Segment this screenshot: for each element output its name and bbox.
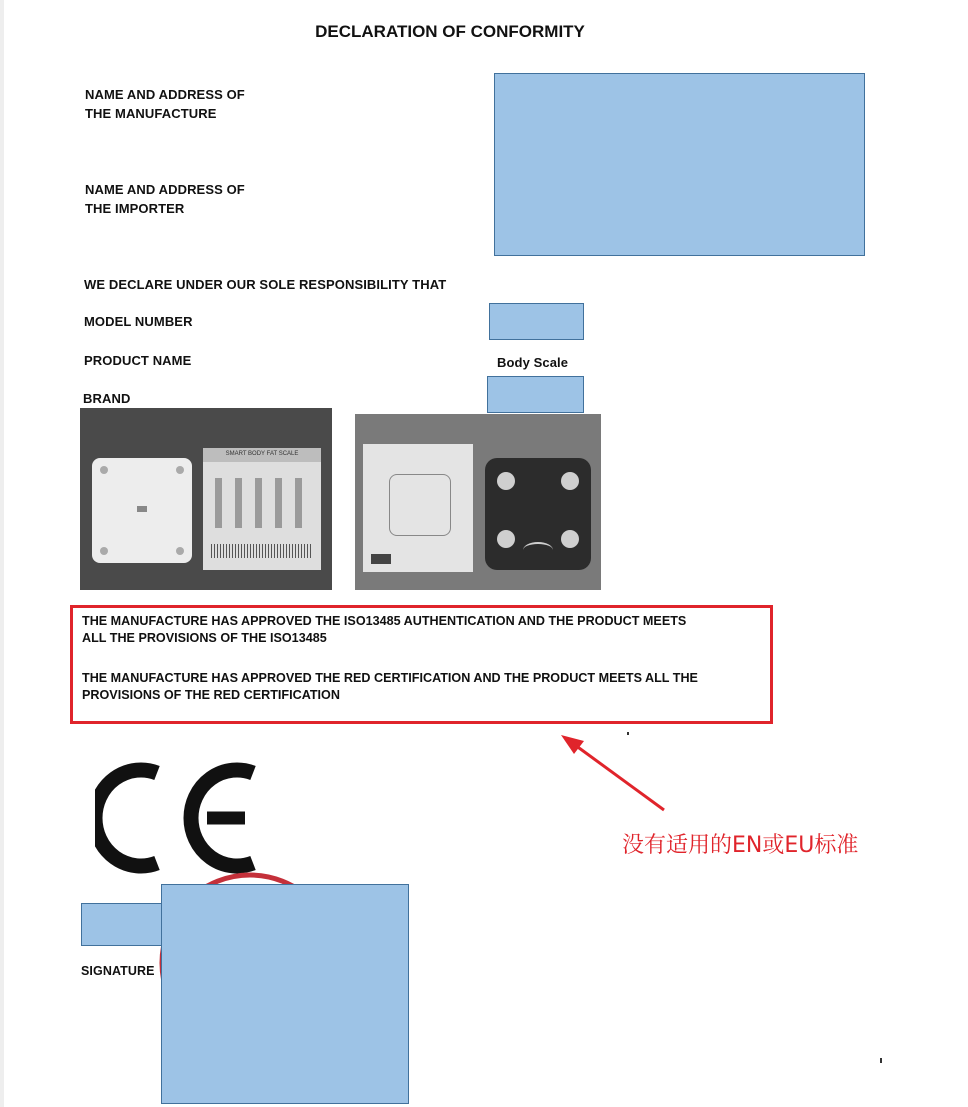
box-heading: SMART BODY FAT SCALE bbox=[225, 451, 299, 457]
redacted-signature-date bbox=[81, 903, 163, 946]
brand-label: BRAND bbox=[83, 391, 131, 406]
declaration-intro: WE DECLARE UNDER OUR SOLE RESPONSIBILITY THAT bbox=[84, 277, 447, 292]
redacted-signature bbox=[161, 884, 409, 1104]
manufacturer-label-line-1: NAME AND ADDRESS OF bbox=[85, 87, 245, 102]
manufacturer-label-line-2: THE MANUFACTURE bbox=[85, 106, 217, 121]
product-name-value: Body Scale bbox=[497, 355, 569, 370]
red-statement-line-1: THE MANUFACTURE HAS APPROVED THE RED CERTIFICATION AND THE PRODUCT MEETS ALL THE bbox=[82, 671, 698, 685]
iso13485-statement-line-2: ALL THE PROVISIONS OF THE ISO13485 bbox=[82, 631, 327, 645]
importer-label-line-2: THE IMPORTER bbox=[85, 201, 185, 216]
model-number-label: MODEL NUMBER bbox=[84, 314, 193, 329]
annotation-note: 没有适用的EN或EU标准 bbox=[622, 833, 859, 858]
red-statement-line-2: PROVISIONS OF THE RED CERTIFICATION bbox=[82, 688, 340, 702]
page-title: DECLARATION OF CONFORMITY bbox=[315, 22, 585, 41]
product-name-label: PRODUCT NAME bbox=[84, 353, 192, 368]
iso13485-statement-line-1: THE MANUFACTURE HAS APPROVED THE ISO13485 AUTHENTICATION AND THE PRODUCT MEETS bbox=[82, 614, 687, 628]
ce-mark-logo bbox=[95, 755, 265, 880]
importer-label-line-1: NAME AND ADDRESS OF bbox=[85, 182, 245, 197]
signature-label: SIGNATURE bbox=[81, 964, 155, 978]
